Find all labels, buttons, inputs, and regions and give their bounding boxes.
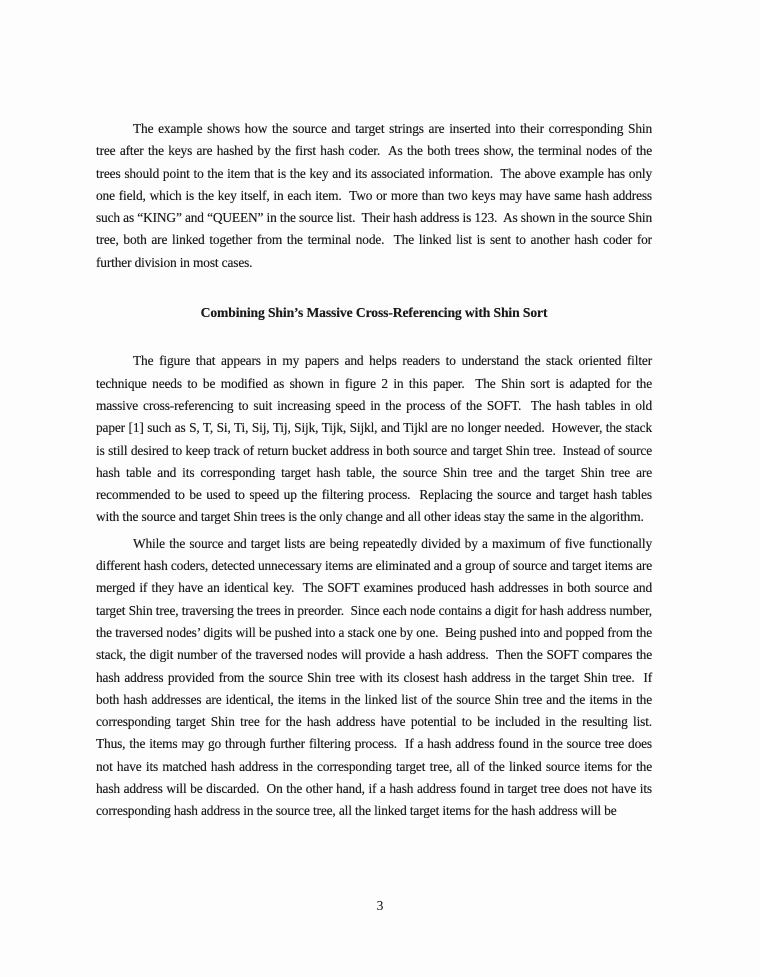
- paragraph-body-1: The figure that appears in my papers and helps readers to understand the stack oriented filter technique needs to be modified as shown in figure 2 in this paper. The Shin sort is adapted for the massive cross-referencing to suit increasing speed in the process of the SOFT. The hash tables in old paper [1] such as S, T, Si, Ti, Sij, Tij, Sijk, Tijk, Sijkl, and Tijkl are no longer needed. However, the stack is still desired to keep track of return bucket address in both source and target Shin tree. Instead of source hash table and its corresponding target hash table, the source Shin tree and the target Shin tree are recommended to be used to speed up the filtering process. Replacing the source and target hash tables with the source and target Shin trees is the only change and all other ideas stay the same in the algorithm.: [96, 353, 656, 525]
- page-content: [96, 118, 659, 823]
- page-number: 3: [376, 898, 384, 913]
- section-heading: Combining Shin’s Massive Cross-Referencing with Shin Sort: [200, 305, 548, 321]
- paragraph-body-2: While the source and target lists are being repeatedly divided by a maximum of five functionally different hash coders, detected unnecessary items are eliminated and a group of source and target items are merged if they have an identical key. The SOFT examines produced hash addresses in both source and target Shin tree, traversing the trees in preorder. Since each node contains a digit for hash address number, the traversed nodes’ digits will be pushed into a stack one by one. Being pushed into and popped from the stack, the digit number of the traversed nodes will provide a hash address. Then the SOFT compares the hash address provided from the source Shin tree with its closest hash address in the target Shin tree. If both hash addresses are identical, the items in the linked list of the source Shin tree and the items in the corresponding target Shin tree for the hash address have potential to be included in the resulting list. Thus, the items may go through further filtering process. If a hash address found in the source tree does not have its matched hash address in the corresponding target tree, all of the linked source items for the hash address will be discarded. On the other hand, if a hash address found in target tree does not have its corresponding hash address in the source tree, all the linked target items for the hash address will be: [96, 535, 659, 819]
- paragraph-intro: The example shows how the source and target strings are inserted into their corresponding Shin tree after the keys are hashed by the first hash coder. As the both trees show, the terminal nodes of the trees should point to the item that is the key and its associated information. The above example has only one field, which is the key itself, in each item. Two or more than two keys may have same hash address such as “KING” and “QUEEN” in the source list. Their hash address is 123. As shown in the source Shin tree, both are linked together from the terminal node. The linked list is sent to another hash coder for further division in most cases.: [96, 121, 656, 270]
